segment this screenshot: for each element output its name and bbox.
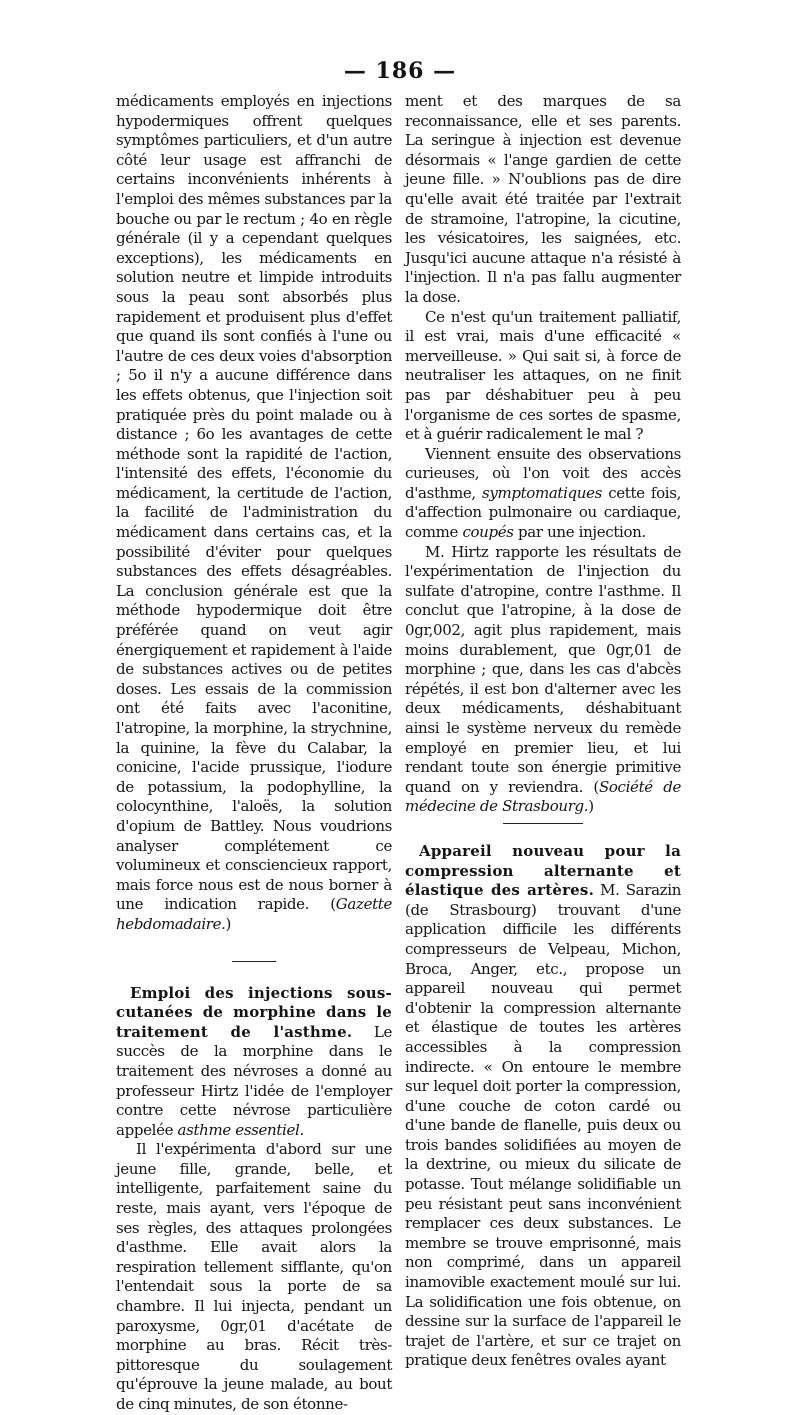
section-asthme-intro — [116, 984, 392, 1141]
right-paragraph-4-end: ) — [588, 797, 594, 816]
right-paragraph-3-c: par une injection. — [513, 523, 646, 542]
section-asthme — [116, 984, 392, 1415]
section-divider — [232, 961, 276, 962]
left-paragraph-1 — [116, 92, 392, 935]
section-appareil-text — [405, 842, 681, 1371]
page-number: — 186 — — [343, 58, 457, 84]
section-divider-right — [503, 823, 583, 824]
right-column — [405, 92, 681, 1371]
right-paragraph-3 — [405, 445, 681, 543]
right-paragraph-1: ment et des marques de sa reconnaissance, elle et ses parents. La seringue à injection est devenue désormais « l'ange gardien de cette jeune fille. » N'oublions pas de dire qu'elle avait été traitée par l'extrait de stramoine, l'atropine, la cicutine, les vésicatoires, les saignées, etc. Jusqu'ici aucune attaque n'a résisté à l'injection. Il n'a pas fallu augmenter la dose. — [405, 92, 681, 306]
section-appareil — [405, 842, 681, 1371]
left-paragraph-1-text: médicaments employés en injections hypodermiques offrent quelques symptômes particuliers, et d'un autre côté leur usage est affranchi de certains inconvénients inhérents à l'emploi des mêmes substances par la bouche ou par le rectum ; 4o en règle générale (il y a cependant quelques exceptions), les médicaments en solution neutre et limpide introduits sous la peau sont absorbés plus rapidement et produisent plus d'effet que quand ils sont confiés à l'une ou l'autre de ces deux voies d'absorption ; 5o il n'y a aucune différence dans les effets obtenus, que l'injection soit pratiquée près du point malade ou à distance ; 6o les avantages de cette méthode sont la rapidité de l'action, l'intensité des effets, l'économie du médicament, la certitude de l'action, la facilité de l'administration du médicament dans certains cas, et la possibilité d'éviter pour quelques substances des effets désagréables. La conclusion générale est que la méthode hypodermique doit être préférée quand on veut agir énergiquement et rapidement à l'aide de substances actives ou de petites doses. Les essais de la commission ont été faits avec l'aconitine, l'atropine, la morphine, la strychnine, la quinine, la fève du Calabar, la conicine, l'acide prussique, l'iodure de potassium, la podophylline, la colocynthine, l'aloës, la solution d'opium de Battley. Nous voudrions analyser complétement ce volumineux et consciencieux rapport, mais force nous est de nous borner à une indication rapide. ( — [116, 92, 392, 914]
right-paragraph-3-b: cette fois, d'affection pulmonaire ou cardiaque, comme — [405, 483, 681, 542]
left-source-citation: Gazette hebdomadaire. — [116, 895, 392, 933]
left-paragraph-3: Il l'expérimenta d'abord sur une jeune fille, grande, belle, et intelligente, parfaitement saine du reste, mais ayant, vers l'époque de ses règles, des attaques prolongées d'asthme. Elle avait alors la respiration tellement sifflante, qu'on l'entendait sous la porte de sa chambre. Il lui injecta, pendant un paroxysme, 0gr,01 d'acétate de morphine au bras. Récit très-pittoresque du soulagement qu'éprouve la jeune malade, au bout de cinq minutes, de son étonne- — [116, 1140, 392, 1413]
right-paragraph-3-em1: symptomatiques — [482, 483, 602, 502]
left-paragraph-1-end: ) — [225, 914, 232, 933]
section-asthme-text: Le succès de la morphine dans le traitement des névroses a donné au professeur Hirtz l'idée de l'employer contre cette névrose particulière appelée — [116, 1022, 392, 1139]
right-paragraph-3-a: Viennent ensuite des observations curieuses, où l'on voit des accès d'asthme, — [405, 444, 681, 502]
section-heading-asthme: Emploi des injections sous-cutanées de morphine dans le traitement de l'asthme. — [116, 983, 392, 1041]
right-paragraph-4-text: M. Hirtz rapporte les résultats de l'expérimentation de l'injection du sulfate d'atropine, contre l'asthme. Il conclut que l'atropine, à la dose de 0gr,002, agit plus rapidement, mais moins durablement, que 0gr,01 de morphine ; que, dans les cas d'abcès répétés, il est bon d'alterner avec les deux médicaments, déshabituant ainsi le système nerveux du remède employé en premier lieu, et lui rendant toute son énergie primitive quand on y reviendra. ( — [405, 542, 681, 796]
left-column — [116, 92, 392, 1415]
section-heading-appareil: Appareil nouveau pour la compression alternante et élastique des artères. — [405, 841, 681, 900]
right-paragraph-3-em2: coupés — [462, 523, 514, 542]
right-paragraph-2: Ce n'est qu'un traitement palliatif, il est vrai, mais d'une efficacité « merveilleuse. » Qui sait si, à force de neutraliser les attaques, on ne finit pas par déshabituer peu à peu l'organisme de ces sortes de spasme, et à guérir radicalement le mal ? — [405, 307, 681, 444]
right-paragraph-4 — [405, 543, 681, 817]
section-asthme-term: asthme essentiel. — [177, 1120, 304, 1139]
section-appareil-body: M. Sarazin (de Strasbourg) trouvant d'une application difficile les différents compresseurs de Velpeau, Michon, Broca, Anger, etc., propose un appareil nouveau qui permet d'obtenir la compression alternante et élastique de toutes les artères accessibles à la compression indirecte. « On entoure le membre sur lequel doit porter la compression, d'une couche de coton cardé ou d'une bande de flanelle, puis deux ou trois bandes solidifiées au moyen de la dextrine, ou mieux du silicate de potasse. Tout mélange solidifiable un peu résistant peut sans inconvénient remplacer ces deux substances. Le membre se trouve emprisonné, mais non comprimé, dans un appareil inamovible exactement moulé sur lui. La solidification une fois obtenue, on dessine sur la surface de l'appareil le trajet de l'artère, et sur ce trajet on pratique deux fenêtres ovales ayant — [405, 881, 681, 1370]
right-source-citation: Société de médecine de Strasbourg. — [405, 777, 681, 816]
